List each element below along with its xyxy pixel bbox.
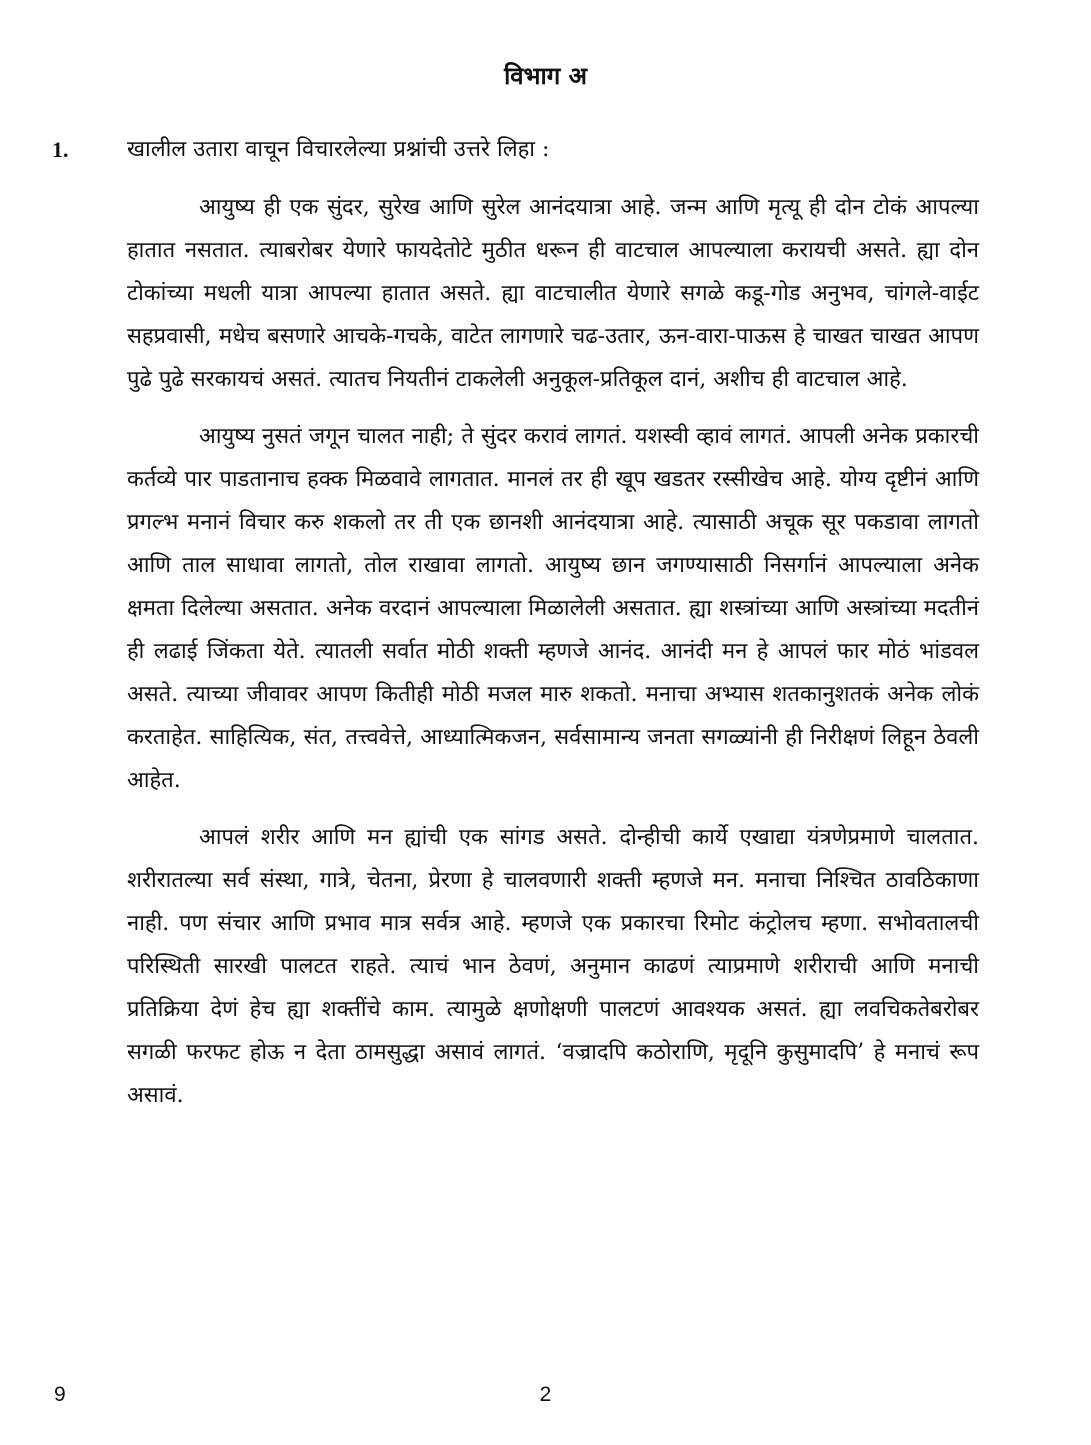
question-instruction: खालील उतारा वाचून विचारलेल्या प्रश्नांची उत्तरे लिहा : xyxy=(127,137,550,162)
question-number: 1. xyxy=(52,137,69,162)
section-title: विभाग अ xyxy=(504,61,587,90)
passage-paragraph-2: आयुष्य नुसतं जगून चालत नाही; ते सुंदर करावं लागतं. यशस्वी व्हावं लागतं. आपली अनेक प्रकारची कर्तव्ये पार पाडतानाच हक्क मिळवावे लागतात. मानलं तर ही खूप खडतर रस्सीखेच आहे. योग्य दृष्टीनं आणि प्रगल्भ मनानं विचार करु शकलो तर ती एक छानशी आनंदयात्रा आहे. त्यासाठी अचूक सूर पकडावा लागतो आणि ताल साधावा लागतो, तोल राखावा लागतो. आयुष्य छान जगण्यासाठी निसर्गानं आपल्याला अनेक क्षमता दिलेल्या असतात. अनेक वरदानं आपल्याला मिळालेली असतात. ह्या शस्त्रांच्या आणि अस्त्रांच्या मदतीनं ही लढाई जिंकता येते. त्यातली सर्वात मोठी शक्ती म्हणजे आनंद. आनंदी मन हे आपलं फार मोठं भांडवल असते. त्याच्या जीवावर आपण कितीही मोठी मजल मारु शकतो. मनाचा अभ्यास शतकानुशतकं अनेक लोकं करताहेत. साहित्यिक, संत, तत्त्ववेत्ते, आध्यात्मिकजन, सर्वसामान्य जनता सगळ्यांनी ही निरीक्षणं लिहून ठेवली आहेत. xyxy=(127,424,979,793)
footer-code: 9 xyxy=(54,1383,66,1406)
passage-paragraph-3: आपलं शरीर आणि मन ह्यांची एक सांगड असते. दोन्हीची कार्ये एखाद्या यंत्रणेप्रमाणे चालतात. शरीरातल्या सर्व संस्था, गात्रे, चेतना, प्रेरणा हे चालवणारी शक्ती म्हणजे मन. मनाचा निश्चित ठावठिकाणा नाही. पण संचार आणि प्रभाव मात्र सर्वत्र आहे. म्हणजे एक प्रकारचा रिमोट कंट्रोलच म्हणा. सभोवतालची परिस्थिती सारखी पालटत राहते. त्याचं भान ठेवणं, अनुमान काढणं त्याप्रमाणे शरीराची आणि मनाची प्रतिक्रिया देणं हेच ह्या शक्तींचे काम. त्यामुळे क्षणोक्षणी पालटणं आवश्यक असतं. ह्या लवचिकतेबरोबर सगळी फरफट होऊ न देता ठामसुद्धा असावं लागतं. ‘वज्रादपि कठोराणि, मृदूनि कुसुमादपि’ हे मनाचं रूप असावं. xyxy=(127,825,979,1108)
passage xyxy=(127,186,979,1131)
page-number: 2 xyxy=(539,1383,552,1406)
passage-paragraph-1: आयुष्य ही एक सुंदर, सुरेख आणि सुरेल आनंदयात्रा आहे. जन्म आणि मृत्यू ही दोन टोकं आपल्या हातात नसतात. त्याबरोबर येणारे फायदेतोटे मुठीत धरून ही वाटचाल आपल्याला करायची असते. ह्या दोन टोकांच्या मधली यात्रा आपल्या हातात असते. ह्या वाटचालीत येणारे सगळे कडू-गोड अनुभव, चांगले-वाईट सहप्रवासी, मधेच बसणारे आचके-गचके, वाटेत लागणारे चढ-उतार, ऊन-वारा-पाऊस हे चाखत चाखत आपण पुढे पुढे सरकायचं असतं. त्यातच नियतीनं टाकलेली अनुकूल-प्रतिकूल दानं, अशीच ही वाटचाल आहे. xyxy=(127,195,979,392)
